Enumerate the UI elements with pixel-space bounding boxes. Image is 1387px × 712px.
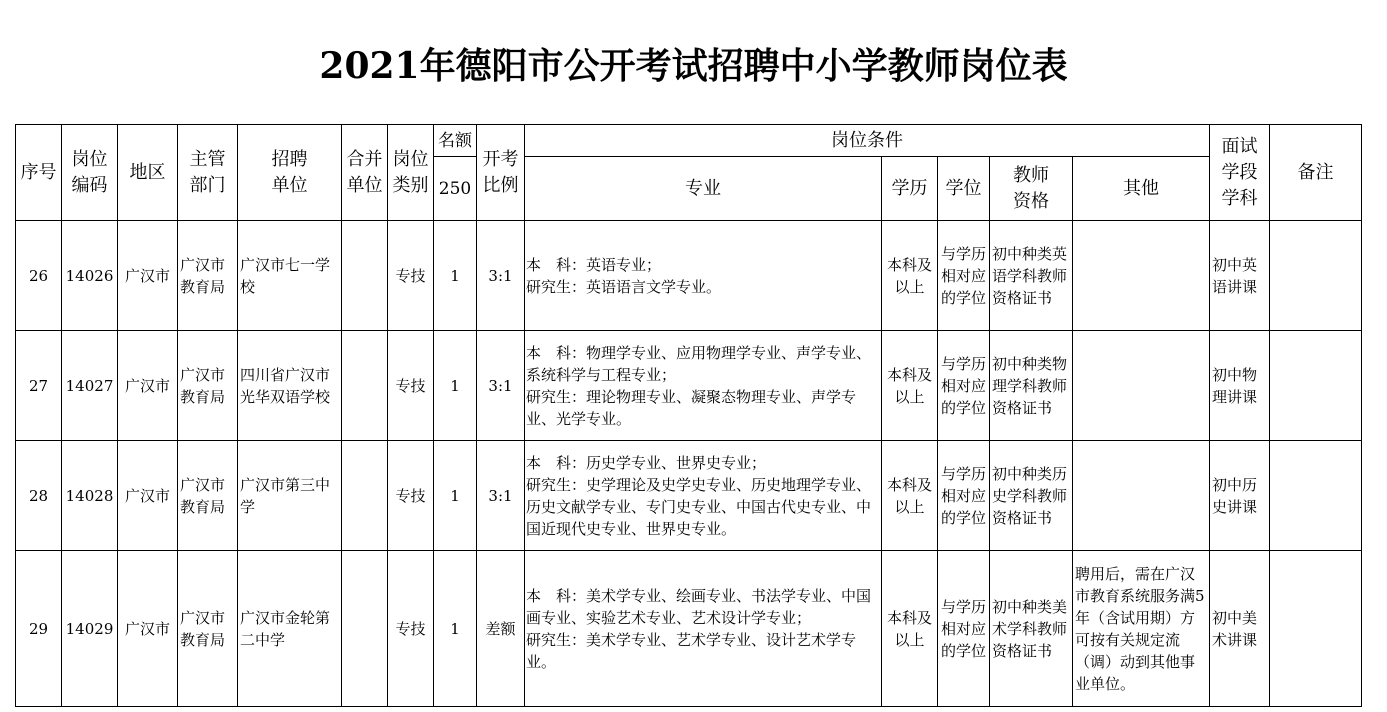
header-ratio	[477, 125, 525, 221]
header-type-line1: 岗位	[392, 148, 429, 170]
header-region: 地区	[118, 125, 178, 221]
cell-dept: 广汉市教育局	[178, 331, 238, 441]
header-dept-line2: 部门	[189, 174, 226, 196]
cell-code: 14027	[62, 331, 118, 441]
cell-other	[1073, 441, 1210, 551]
cell-interview: 初中历史讲课	[1210, 441, 1270, 551]
header-unit-line1: 招聘	[271, 148, 308, 170]
cell-major: 本 科：物理学专业、应用物理学专业、声学专业、系统科学与工程专业； 研究生：理论物理专业、凝聚态物理专业、声学专业、光学专业。	[525, 331, 882, 441]
header-conditions: 岗位条件	[525, 125, 1210, 157]
cell-unit: 四川省广汉市光华双语学校	[238, 331, 342, 441]
cell-merge	[342, 221, 388, 331]
table-row	[16, 551, 1362, 707]
cell-dept: 广汉市教育局	[178, 221, 238, 331]
cell-degree: 与学历相对应的学位	[938, 221, 990, 331]
header-degree: 学位	[938, 157, 990, 221]
cell-region: 广汉市	[118, 331, 178, 441]
cell-region: 广汉市	[118, 441, 178, 551]
cell-cert: 初中种类物理学科教师资格证书	[990, 331, 1073, 441]
header-quota: 名额	[434, 125, 477, 157]
header-quota-total: 250	[434, 157, 477, 221]
cell-education: 本科及以上	[882, 551, 938, 707]
cell-type: 专技	[388, 551, 434, 707]
cell-merge	[342, 441, 388, 551]
cell-seq: 27	[16, 331, 62, 441]
cell-region: 广汉市	[118, 551, 178, 707]
header-merge-line1: 合并	[346, 148, 383, 170]
cell-type: 专技	[388, 331, 434, 441]
cell-degree: 与学历相对应的学位	[938, 331, 990, 441]
header-code-line2: 编码	[71, 174, 108, 196]
header-code	[62, 125, 118, 221]
cell-ratio: 3:1	[477, 221, 525, 331]
header-cert	[990, 157, 1073, 221]
cell-unit: 广汉市第三中学	[238, 441, 342, 551]
header-merge	[342, 125, 388, 221]
cell-type: 专技	[388, 441, 434, 551]
cell-education: 本科及以上	[882, 331, 938, 441]
cell-interview: 初中物理讲课	[1210, 331, 1270, 441]
cell-ratio: 差额	[477, 551, 525, 707]
cell-dept: 广汉市教育局	[178, 551, 238, 707]
cell-code: 14029	[62, 551, 118, 707]
cell-dept: 广汉市教育局	[178, 441, 238, 551]
header-interview-line2: 学段	[1221, 161, 1258, 183]
cell-interview: 初中美术讲课	[1210, 551, 1270, 707]
cell-unit: 广汉市七一学校	[238, 221, 342, 331]
cell-other	[1073, 331, 1210, 441]
header-unit	[238, 125, 342, 221]
header-interview-line3: 学科	[1221, 187, 1258, 209]
cell-quota: 1	[434, 441, 477, 551]
cell-cert: 初中种类英语学科教师资格证书	[990, 221, 1073, 331]
cell-interview: 初中英语讲课	[1210, 221, 1270, 331]
cell-code: 14028	[62, 441, 118, 551]
cell-merge	[342, 331, 388, 441]
cell-education: 本科及以上	[882, 221, 938, 331]
table-row	[16, 331, 1362, 441]
cell-remark	[1270, 331, 1362, 441]
cell-region: 广汉市	[118, 221, 178, 331]
cell-education: 本科及以上	[882, 441, 938, 551]
cell-ratio: 3:1	[477, 441, 525, 551]
header-type-line2: 类别	[392, 174, 429, 196]
cell-ratio: 3:1	[477, 331, 525, 441]
header-other: 其他	[1073, 157, 1210, 221]
header-dept	[178, 125, 238, 221]
cell-quota: 1	[434, 221, 477, 331]
cell-type: 专技	[388, 221, 434, 331]
cell-quota: 1	[434, 331, 477, 441]
cell-major: 本 科：历史学专业、世界史专业； 研究生：史学理论及史学史专业、历史地理学专业、历史文献学专业、专门史专业、中国古代史专业、中国近现代史专业、世界史专业。	[525, 441, 882, 551]
cell-seq: 29	[16, 551, 62, 707]
job-table	[15, 124, 1362, 707]
header-ratio-line1: 开考	[482, 148, 519, 170]
table-row	[16, 441, 1362, 551]
header-interview	[1210, 125, 1270, 221]
header-major: 专业	[525, 157, 882, 221]
header-type	[388, 125, 434, 221]
header-cert-line2: 资格	[1013, 190, 1049, 212]
header-unit-line2: 单位	[271, 174, 308, 196]
cell-other	[1073, 221, 1210, 331]
header-row-1	[16, 125, 1362, 157]
cell-degree: 与学历相对应的学位	[938, 551, 990, 707]
header-education: 学历	[882, 157, 938, 221]
header-dept-line1: 主管	[189, 148, 226, 170]
header-code-line1: 岗位	[71, 148, 108, 170]
cell-degree: 与学历相对应的学位	[938, 441, 990, 551]
table-row	[16, 221, 1362, 331]
cell-merge	[342, 551, 388, 707]
cell-cert: 初中种类历史学科教师资格证书	[990, 441, 1073, 551]
cell-unit: 广汉市金轮第二中学	[238, 551, 342, 707]
header-ratio-line2: 比例	[482, 174, 519, 196]
cell-cert: 初中种类美术学科教师资格证书	[990, 551, 1073, 707]
cell-seq: 26	[16, 221, 62, 331]
page-title: 2021年德阳市公开考试招聘中小学教师岗位表	[319, 45, 1068, 87]
header-seq: 序号	[16, 125, 62, 221]
header-interview-line1: 面试	[1221, 135, 1258, 157]
header-merge-line2: 单位	[346, 174, 383, 196]
cell-major: 本 科：美术学专业、绘画专业、书法学专业、中国画专业、实验艺术专业、艺术设计学专业； 研究生：美术学专业、艺术学专业、设计艺术学专业。	[525, 551, 882, 707]
cell-other: 聘用后，需在广汉市教育系统服务满5年（含试用期）方可按有关规定流（调）动到其他事业单位。	[1073, 551, 1210, 707]
cell-major: 本 科：英语专业； 研究生：英语语言文学专业。	[525, 221, 882, 331]
cell-quota: 1	[434, 551, 477, 707]
cell-seq: 28	[16, 441, 62, 551]
header-remark: 备注	[1270, 125, 1362, 221]
cell-remark	[1270, 221, 1362, 331]
cell-remark	[1270, 441, 1362, 551]
cell-code: 14026	[62, 221, 118, 331]
cell-remark	[1270, 551, 1362, 707]
header-cert-line1: 教师	[1013, 164, 1049, 186]
